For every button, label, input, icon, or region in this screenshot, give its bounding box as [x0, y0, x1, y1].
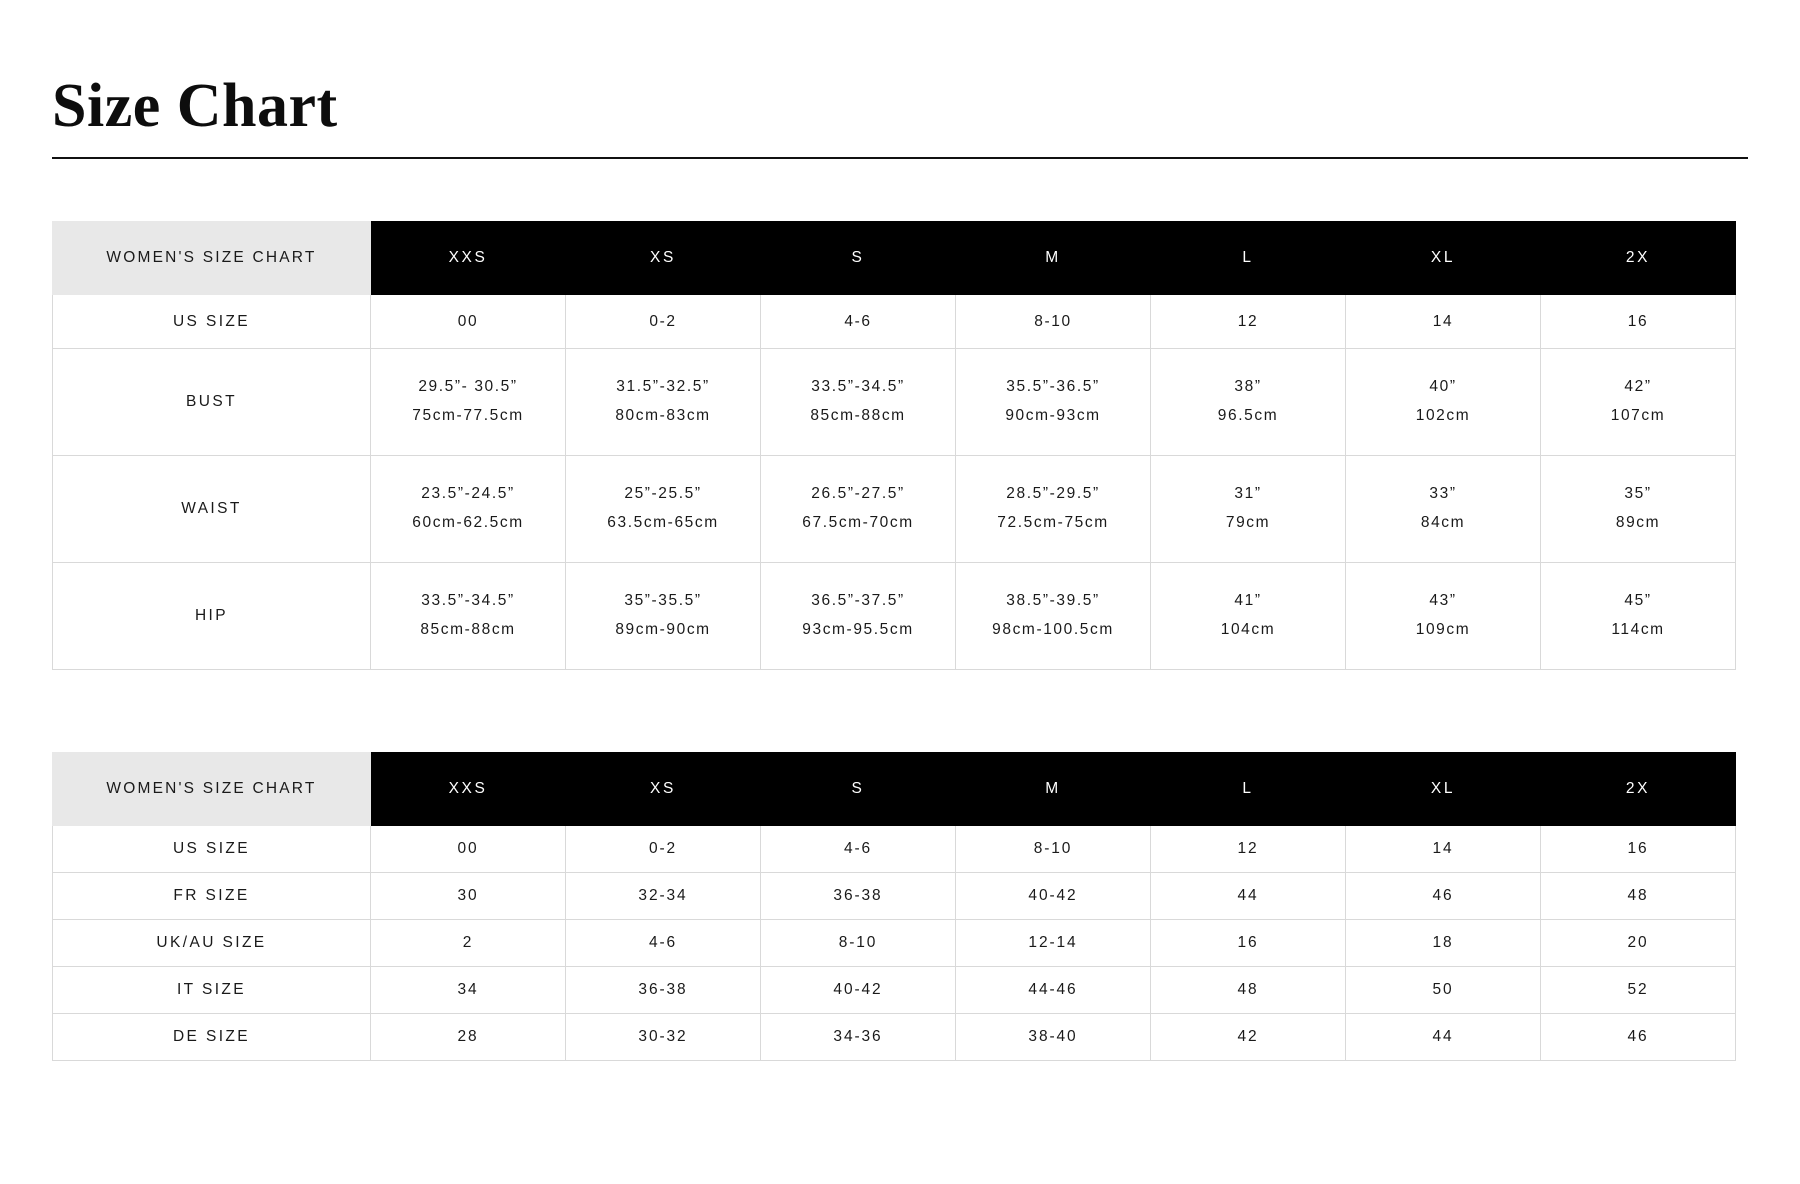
cell	[1541, 349, 1736, 456]
cell: 40-42	[956, 873, 1151, 920]
cell: 36-38	[566, 967, 761, 1014]
table1-header-row	[53, 222, 1736, 295]
row-label-us-size: US SIZE	[53, 295, 371, 349]
cell	[1541, 563, 1736, 670]
cell: 48	[1151, 967, 1346, 1014]
cell	[1346, 456, 1541, 563]
international-size-table	[52, 752, 1736, 1061]
cell-inches: 35”	[1624, 485, 1652, 503]
cell: 34-36	[761, 1014, 956, 1061]
cell-cm: 114cm	[1611, 621, 1665, 639]
cell-inches: 23.5”-24.5”	[421, 485, 515, 503]
cell: 18	[1346, 920, 1541, 967]
cell	[956, 349, 1151, 456]
cell-cm: 102cm	[1415, 407, 1471, 425]
cell-cm: 80cm-83cm	[615, 407, 711, 425]
table2-header-m: M	[956, 753, 1151, 826]
cell	[1151, 349, 1346, 456]
cell	[371, 456, 566, 563]
row-label-hip: HIP	[53, 563, 371, 670]
table-row	[53, 456, 1736, 563]
cell-inches: 25”-25.5”	[624, 485, 702, 503]
cell: 40-42	[761, 967, 956, 1014]
cell: 0-2	[566, 826, 761, 873]
cell-inches: 40”	[1429, 378, 1457, 396]
table1-header-s: S	[761, 222, 956, 295]
cell-cm: 107cm	[1610, 407, 1666, 425]
cell: 34	[371, 967, 566, 1014]
table-gap	[52, 670, 1748, 752]
cell	[1346, 563, 1541, 670]
cell: 46	[1541, 1014, 1736, 1061]
table2-header-title: WOMEN'S SIZE CHART	[53, 753, 371, 826]
cell	[1151, 563, 1346, 670]
row-label-bust: BUST	[53, 349, 371, 456]
cell	[956, 456, 1151, 563]
table2-header-2x: 2X	[1541, 753, 1736, 826]
cell: 16	[1151, 920, 1346, 967]
cell-inches: 26.5”-27.5”	[811, 485, 905, 503]
table1-header-l: L	[1151, 222, 1346, 295]
cell: 36-38	[761, 873, 956, 920]
cell: 32-34	[566, 873, 761, 920]
cell-inches: 42”	[1624, 378, 1652, 396]
cell-cm: 98cm-100.5cm	[992, 621, 1114, 639]
row-label-de-size: DE SIZE	[53, 1014, 371, 1061]
cell-inches: 31.5”-32.5”	[616, 378, 710, 396]
cell-inches: 43”	[1429, 592, 1457, 610]
cell: 2	[371, 920, 566, 967]
cell	[761, 349, 956, 456]
cell-inches: 33.5”-34.5”	[811, 378, 905, 396]
cell-cm: 89cm	[1615, 514, 1661, 532]
cell: 4-6	[761, 826, 956, 873]
cell-cm: 104cm	[1220, 621, 1276, 639]
cell-inches: 31”	[1234, 485, 1262, 503]
table2-header-row	[53, 753, 1736, 826]
table1-header-xl: XL	[1346, 222, 1541, 295]
cell-cm: 85cm-88cm	[420, 621, 516, 639]
row-label-waist: WAIST	[53, 456, 371, 563]
page-title: Size Chart	[52, 72, 338, 140]
cell-inches: 38.5”-39.5”	[1006, 592, 1100, 610]
cell: 14	[1346, 826, 1541, 873]
table2-header-xl: XL	[1346, 753, 1541, 826]
cell: 12	[1151, 826, 1346, 873]
cell: 12-14	[956, 920, 1151, 967]
cell	[761, 563, 956, 670]
row-label-uk-au-size: UK/AU SIZE	[53, 920, 371, 967]
cell-inches: 33”	[1429, 485, 1457, 503]
cell: 44	[1151, 873, 1346, 920]
row-label-it-size: IT SIZE	[53, 967, 371, 1014]
cell: 42	[1151, 1014, 1346, 1061]
table-row	[53, 826, 1736, 873]
cell: 00	[371, 826, 566, 873]
table1-header-m: M	[956, 222, 1151, 295]
cell-cm: 109cm	[1415, 621, 1471, 639]
cell-inches: 36.5”-37.5”	[811, 592, 905, 610]
cell-cm: 79cm	[1225, 514, 1271, 532]
cell: 48	[1541, 873, 1736, 920]
cell: 30	[371, 873, 566, 920]
table1-header-title: WOMEN'S SIZE CHART	[53, 222, 371, 295]
cell-cm: 84cm	[1420, 514, 1466, 532]
cell	[1151, 456, 1346, 563]
table-row	[53, 967, 1736, 1014]
cell-inches: 41”	[1234, 592, 1262, 610]
cell	[371, 349, 566, 456]
cell-cm: 89cm-90cm	[615, 621, 711, 639]
cell-inches: 33.5”-34.5”	[421, 592, 515, 610]
cell-cm: 96.5cm	[1217, 407, 1279, 425]
cell-cm: 63.5cm-65cm	[607, 514, 719, 532]
cell: 16	[1541, 295, 1736, 349]
table2-header-s: S	[761, 753, 956, 826]
cell	[371, 563, 566, 670]
cell: 16	[1541, 826, 1736, 873]
cell-cm: 93cm-95.5cm	[802, 621, 914, 639]
cell-cm: 60cm-62.5cm	[412, 514, 524, 532]
cell: 00	[371, 295, 566, 349]
cell-cm: 67.5cm-70cm	[802, 514, 914, 532]
table2-header-xxs: XXS	[371, 753, 566, 826]
cell: 8-10	[956, 295, 1151, 349]
row-label-us-size: US SIZE	[53, 826, 371, 873]
cell: 8-10	[956, 826, 1151, 873]
table1-header-2x: 2X	[1541, 222, 1736, 295]
table1-header-xs: XS	[566, 222, 761, 295]
cell-inches: 35.5”-36.5”	[1006, 378, 1100, 396]
cell: 44	[1346, 1014, 1541, 1061]
cell-cm: 72.5cm-75cm	[997, 514, 1109, 532]
cell-inches: 35”-35.5”	[624, 592, 702, 610]
cell-cm: 75cm-77.5cm	[412, 407, 524, 425]
table-row	[53, 920, 1736, 967]
table-row	[53, 1014, 1736, 1061]
measurements-table	[52, 221, 1736, 670]
cell: 12	[1151, 295, 1346, 349]
table1-header-xxs: XXS	[371, 222, 566, 295]
table-row	[53, 563, 1736, 670]
cell: 50	[1346, 967, 1541, 1014]
cell	[956, 563, 1151, 670]
table2-header-xs: XS	[566, 753, 761, 826]
cell	[1346, 349, 1541, 456]
cell	[761, 456, 956, 563]
cell-inches: 28.5”-29.5”	[1006, 485, 1100, 503]
measurements-table-container	[52, 221, 1748, 670]
cell: 8-10	[761, 920, 956, 967]
cell: 14	[1346, 295, 1541, 349]
cell-inches: 29.5”- 30.5”	[418, 378, 518, 396]
table-row	[53, 873, 1736, 920]
cell: 38-40	[956, 1014, 1151, 1061]
table2-header-l: L	[1151, 753, 1346, 826]
table-row	[53, 349, 1736, 456]
cell-cm: 90cm-93cm	[1005, 407, 1101, 425]
row-label-fr-size: FR SIZE	[53, 873, 371, 920]
cell	[566, 563, 761, 670]
cell-inches: 38”	[1234, 378, 1262, 396]
cell: 30-32	[566, 1014, 761, 1061]
cell-cm: 85cm-88cm	[810, 407, 906, 425]
cell: 4-6	[566, 920, 761, 967]
cell: 46	[1346, 873, 1541, 920]
cell: 20	[1541, 920, 1736, 967]
cell: 28	[371, 1014, 566, 1061]
cell: 0-2	[566, 295, 761, 349]
cell-inches: 45”	[1624, 592, 1652, 610]
cell	[1541, 456, 1736, 563]
cell	[566, 349, 761, 456]
international-table-container	[52, 752, 1748, 1061]
cell: 4-6	[761, 295, 956, 349]
cell: 52	[1541, 967, 1736, 1014]
table-row	[53, 295, 1736, 349]
cell	[566, 456, 761, 563]
cell: 44-46	[956, 967, 1151, 1014]
title-divider	[52, 157, 1748, 159]
